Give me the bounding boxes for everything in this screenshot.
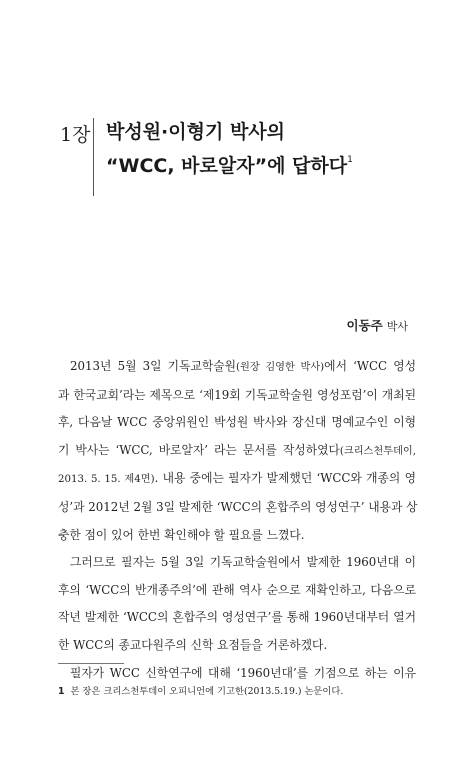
text-line: 그러므로 필자는 5월 3일 기독교학술원에서 발제한 1960년대 이 <box>70 555 416 570</box>
text-line: 성’과 2012년 2월 3일 발제한 ‘WCC의 혼합주의 영성연구’ 내용과 상 <box>58 499 418 514</box>
text-span: 기 박사는 ‘WCC, 바로알자’ 라는 문서를 작성하였다 <box>58 442 340 457</box>
footnote-number: 1 <box>58 686 65 697</box>
footnote <box>58 683 418 697</box>
text-line: 필자가 WCC 신학연구에 대해 ‘1960년대’를 기점으로 하는 이유 <box>70 665 416 680</box>
chapter-title <box>106 118 353 180</box>
text-span: 에서 ‘WCC 영성 <box>324 359 416 373</box>
author-name: 이동주 <box>346 318 383 333</box>
chapter-header <box>60 118 440 198</box>
text-line: 후, 다음날 WCC 중앙위원인 박성원 박사와 장신대 명예교수인 이형 <box>58 415 416 430</box>
body-text <box>58 353 416 687</box>
text-line <box>58 353 416 382</box>
text-line <box>58 437 416 466</box>
paragraph-1 <box>58 353 416 549</box>
text-line: 과 한국교회’라는 제목으로 ‘제19회 기독교학술원 영성포럼’이 개최된 <box>58 387 416 402</box>
text-line: 한 WCC의 종교다원주의 신학 요점들을 거론하겠다. <box>58 637 328 652</box>
text-span: 2013년 5월 3일 기독교학술원 <box>70 359 237 373</box>
text-line: 후의 ‘WCC의 반개종주의’에 관해 역사 순으로 재확인하고, 다음으로 <box>58 582 416 597</box>
text-span-small: (원장 김영한 박사) <box>236 362 325 373</box>
chapter-number: 1장 <box>60 124 91 146</box>
text-line <box>58 465 416 494</box>
footnote-reference[interactable]: 1 <box>347 155 353 165</box>
text-line: 충한 점이 있어 한번 확인해야 할 필요를 느꼈다. <box>58 527 305 542</box>
text-span: . 내용 중에는 필자가 발제했던 ‘WCC와 개종의 영 <box>154 471 416 486</box>
text-line: 작년 발제한 ‘WCC의 혼합주의 영성연구’를 통해 1960년대부터 열거 <box>58 610 416 625</box>
chapter-title-line-2-text: “WCC, 바로알자”에 답하다 <box>106 155 348 177</box>
chapter-divider <box>93 118 94 196</box>
text-span-small: (크리스천투데이, <box>339 445 416 457</box>
chapter-title-line-1: 박성원·이형기 박사의 <box>106 121 286 143</box>
author-byline <box>347 316 408 334</box>
chapter-title-line-2 <box>106 146 353 180</box>
paragraph-2 <box>58 549 416 659</box>
text-span-small: 2013. 5. 15. 제4면) <box>58 474 155 486</box>
author-title: 박사 <box>386 320 408 333</box>
footnote-divider <box>58 663 124 664</box>
footnote-text: 본 장은 크리스천투데이 오피니언에 기고한(2013.5.19.) 논문이다. <box>70 686 344 697</box>
